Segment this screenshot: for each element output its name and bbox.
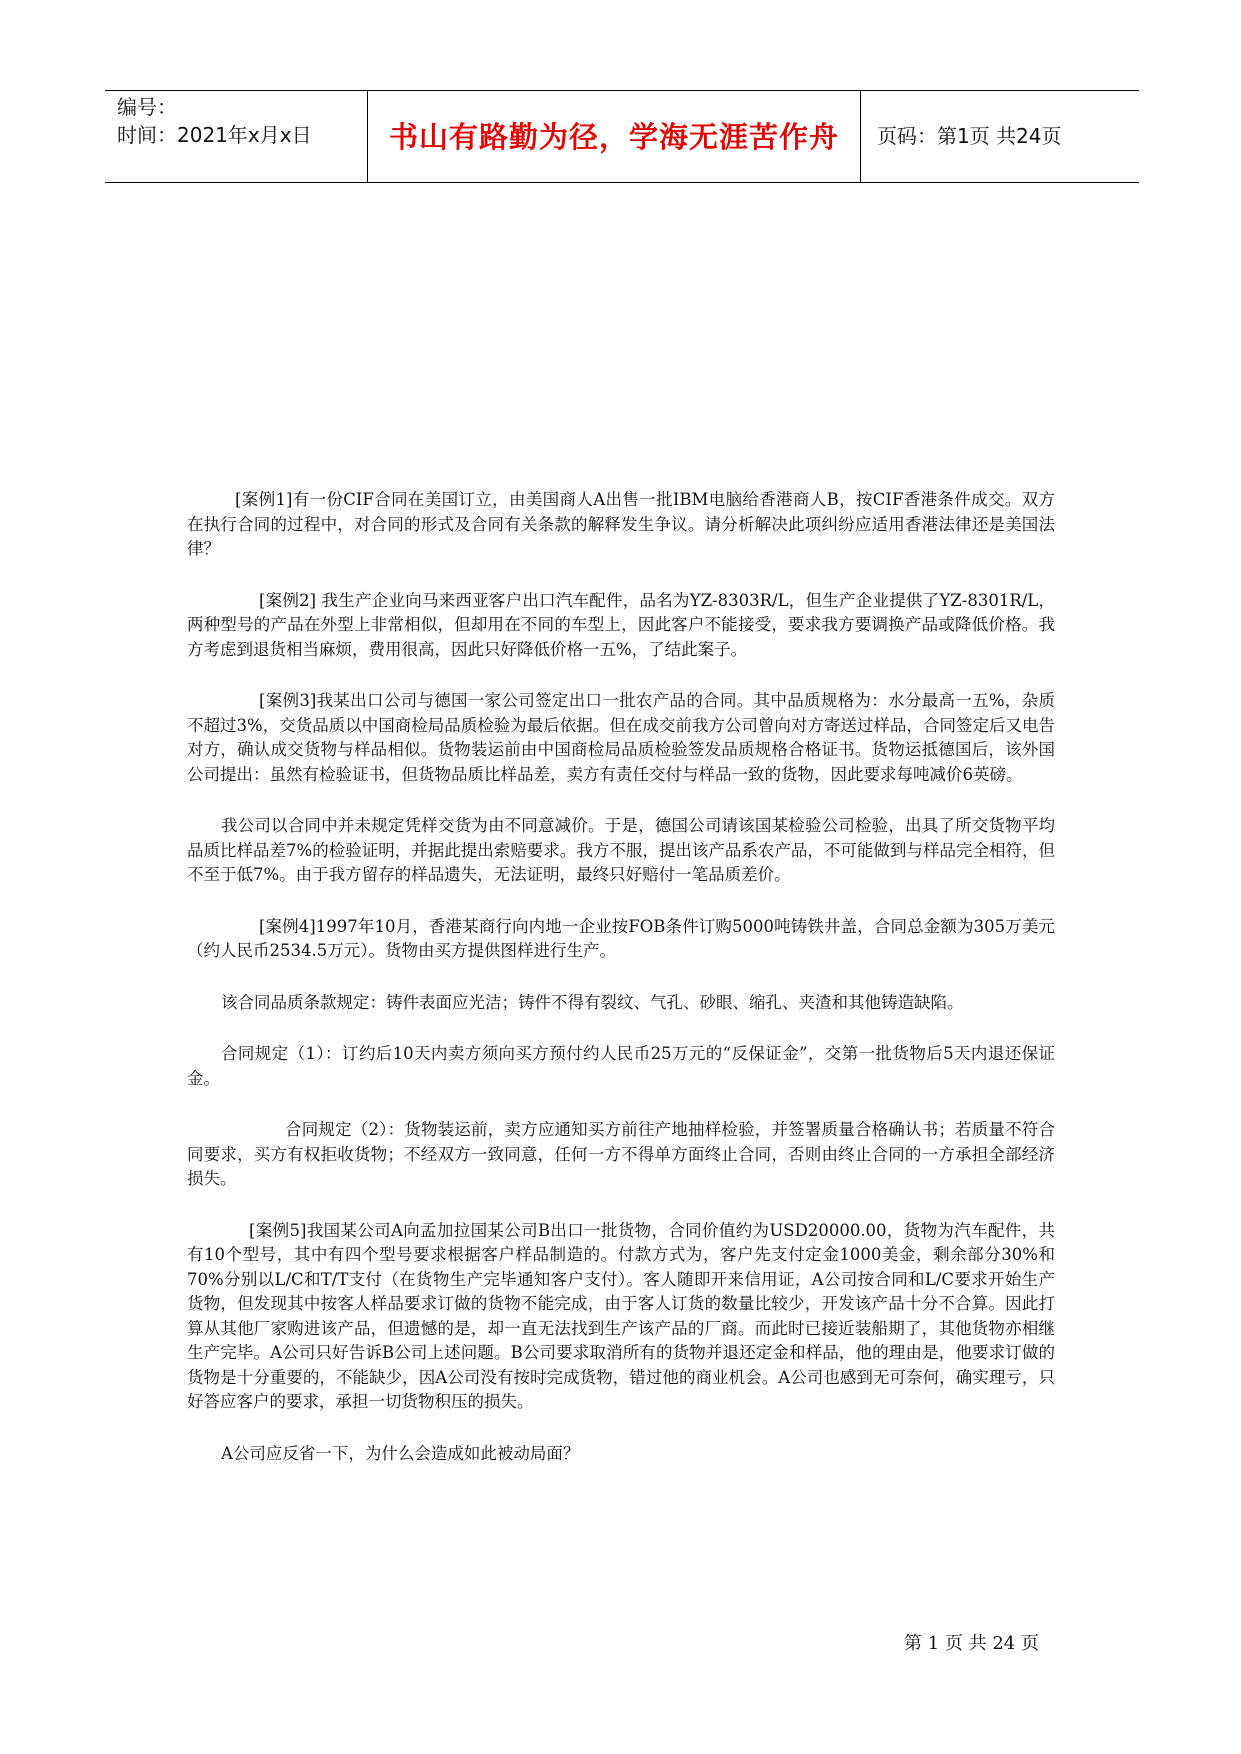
case-4-quality-clause-paragraph: 该合同品质条款规定：铸件表面应光洁；铸件不得有裂纹、气孔、砂眼、缩孔、夹渣和其他铸造缺陷。 [221, 992, 964, 1012]
document-body [187, 488, 1055, 1493]
page-header [105, 90, 1139, 183]
case-4-contract-clause-2-paragraph: 合同规定（2）：货物装运前，卖方应通知买方前往产地抽样检验，并签署质量合格确认书；若质量不符合同要求，买方有权拒收货物；不经双方一致同意，任何一方不得单方面终止合同，否则由终止合同的一方承担全部经济损失。 [187, 1120, 1055, 1188]
document-time-label: 时间：2021年x月x日 [117, 123, 312, 147]
case-5-question-paragraph: A公司应反省一下，为什么会造成如此被动局面？ [221, 1443, 580, 1463]
header-page-cell [861, 89, 1139, 180]
case-3-continuation-paragraph: 我公司以合同中并未规定凭样交货为由不同意减价。于是，德国公司请该国某检验公司检验，出具了所交货物平均品质比样品差7%的检验证明，并据此提出索赔要求。我方不服，提出该产品系农产品，不可能做到与样品完全相符，但不至于低7%。由于我方留存的样品遗失，无法证明，最终只好赔付一笔品质差价。 [187, 816, 1055, 884]
header-info-cell [105, 91, 368, 182]
case-2-paragraph: [案例2] 我生产企业向马来西亚客户出口汽车配件，品名为YZ-8303R/L，但生产企业提供了YZ-8301R/L，两种型号的产品在外型上非常相似，但却用在不同的车型上，因此客户不能接受，要求我方要调换产品或降低价格。我方考虑到退货相当麻烦，费用很高，因此只好降低价格一五%，了结此案子。 [187, 590, 1055, 659]
case-5-paragraph: [案例5]我国某公司A向孟加拉国某公司B出口一批货物，合同价值约为USD20000.00，货物为汽车配件，共有10个型号，其中有四个型号要求根据客户样品制造的。付款方式为，客户先支付定金1000美金，剩余部分30%和70%分别以L/C和T/T支付（在货物生产完毕通知客户支付）。客人随即开来信用证，A公司按合同和L/C要求开始生产货物，但发现其中按客人样品要求订做的货物不能完成，由于客人订货的数量比较少，开发该产品十分不合算。因此打算从其他厂家购进该产品，但遗憾的是，却一直无法找到生产该产品的厂商。而此时已接近装船期了，其他货物亦相继生产完毕。A公司只好告诉B公司上述问题。B公司要求取消所有的货物并退还定金和样品，他的理由是，他要求订做的货物是十分重要的，不能缺少，因A公司没有按时完成货物，错过他的商业机会。A公司也感到无可奈何，确实理亏，只好答应客户的要求，承担一切货物积压的损失。 [187, 1220, 1055, 1411]
header-motto: 书山有路勤为径，学海无涯苦作舟 [388, 120, 839, 154]
case-4-paragraph: [案例4]1997年10月，香港某商行向内地一企业按FOB条件订购5000吨铸铁井盖，合同总金额为305万美元（约人民币2534.5万元）。货物由买方提供图样进行生产。 [187, 916, 1055, 960]
case-1-paragraph: [案例1]有一份CIF合同在美国订立，由美国商人A出售一批IBM电脑给香港商人B，按CIF香港条件成交。双方在执行合同的过程中，对合同的形式及合同有关条款的解释发生争议。请分析解决此项纠纷应适用香港法律还是美国法律？ [187, 490, 1055, 558]
case-4-contract-clause-1-paragraph: 合同规定（1）：订约后10天内卖方须向买方预付约人民币25万元的“反保证金”，交第一批货物后5天内退还保证金。 [187, 1044, 1055, 1088]
document-number-label: 编号： [117, 95, 177, 119]
case-3-paragraph: [案例3]我某出口公司与德国一家公司签定出口一批农产品的合同。其中品质规格为：水分最高一五%，杂质不超过3%，交货品质以中国商检局品质检验为最后依据。但在成交前我方公司曾向对方寄送过样品，合同签定后又电告对方，确认成交货物与样品相似。货物装运前由中国商检局品质检验签发品质规格合格证书。货物运抵德国后，该外国公司提出：虽然有检验证书，但货物品质比样品差，卖方有责任交付与样品一致的货物，因此要求每吨减价6英磅。 [187, 691, 1055, 784]
page-footer: 第 1 页 共 24 页 [904, 1633, 1039, 1654]
page-code-label: 页码：第1页 共24页 [877, 124, 1062, 148]
header-motto-cell [368, 91, 861, 182]
